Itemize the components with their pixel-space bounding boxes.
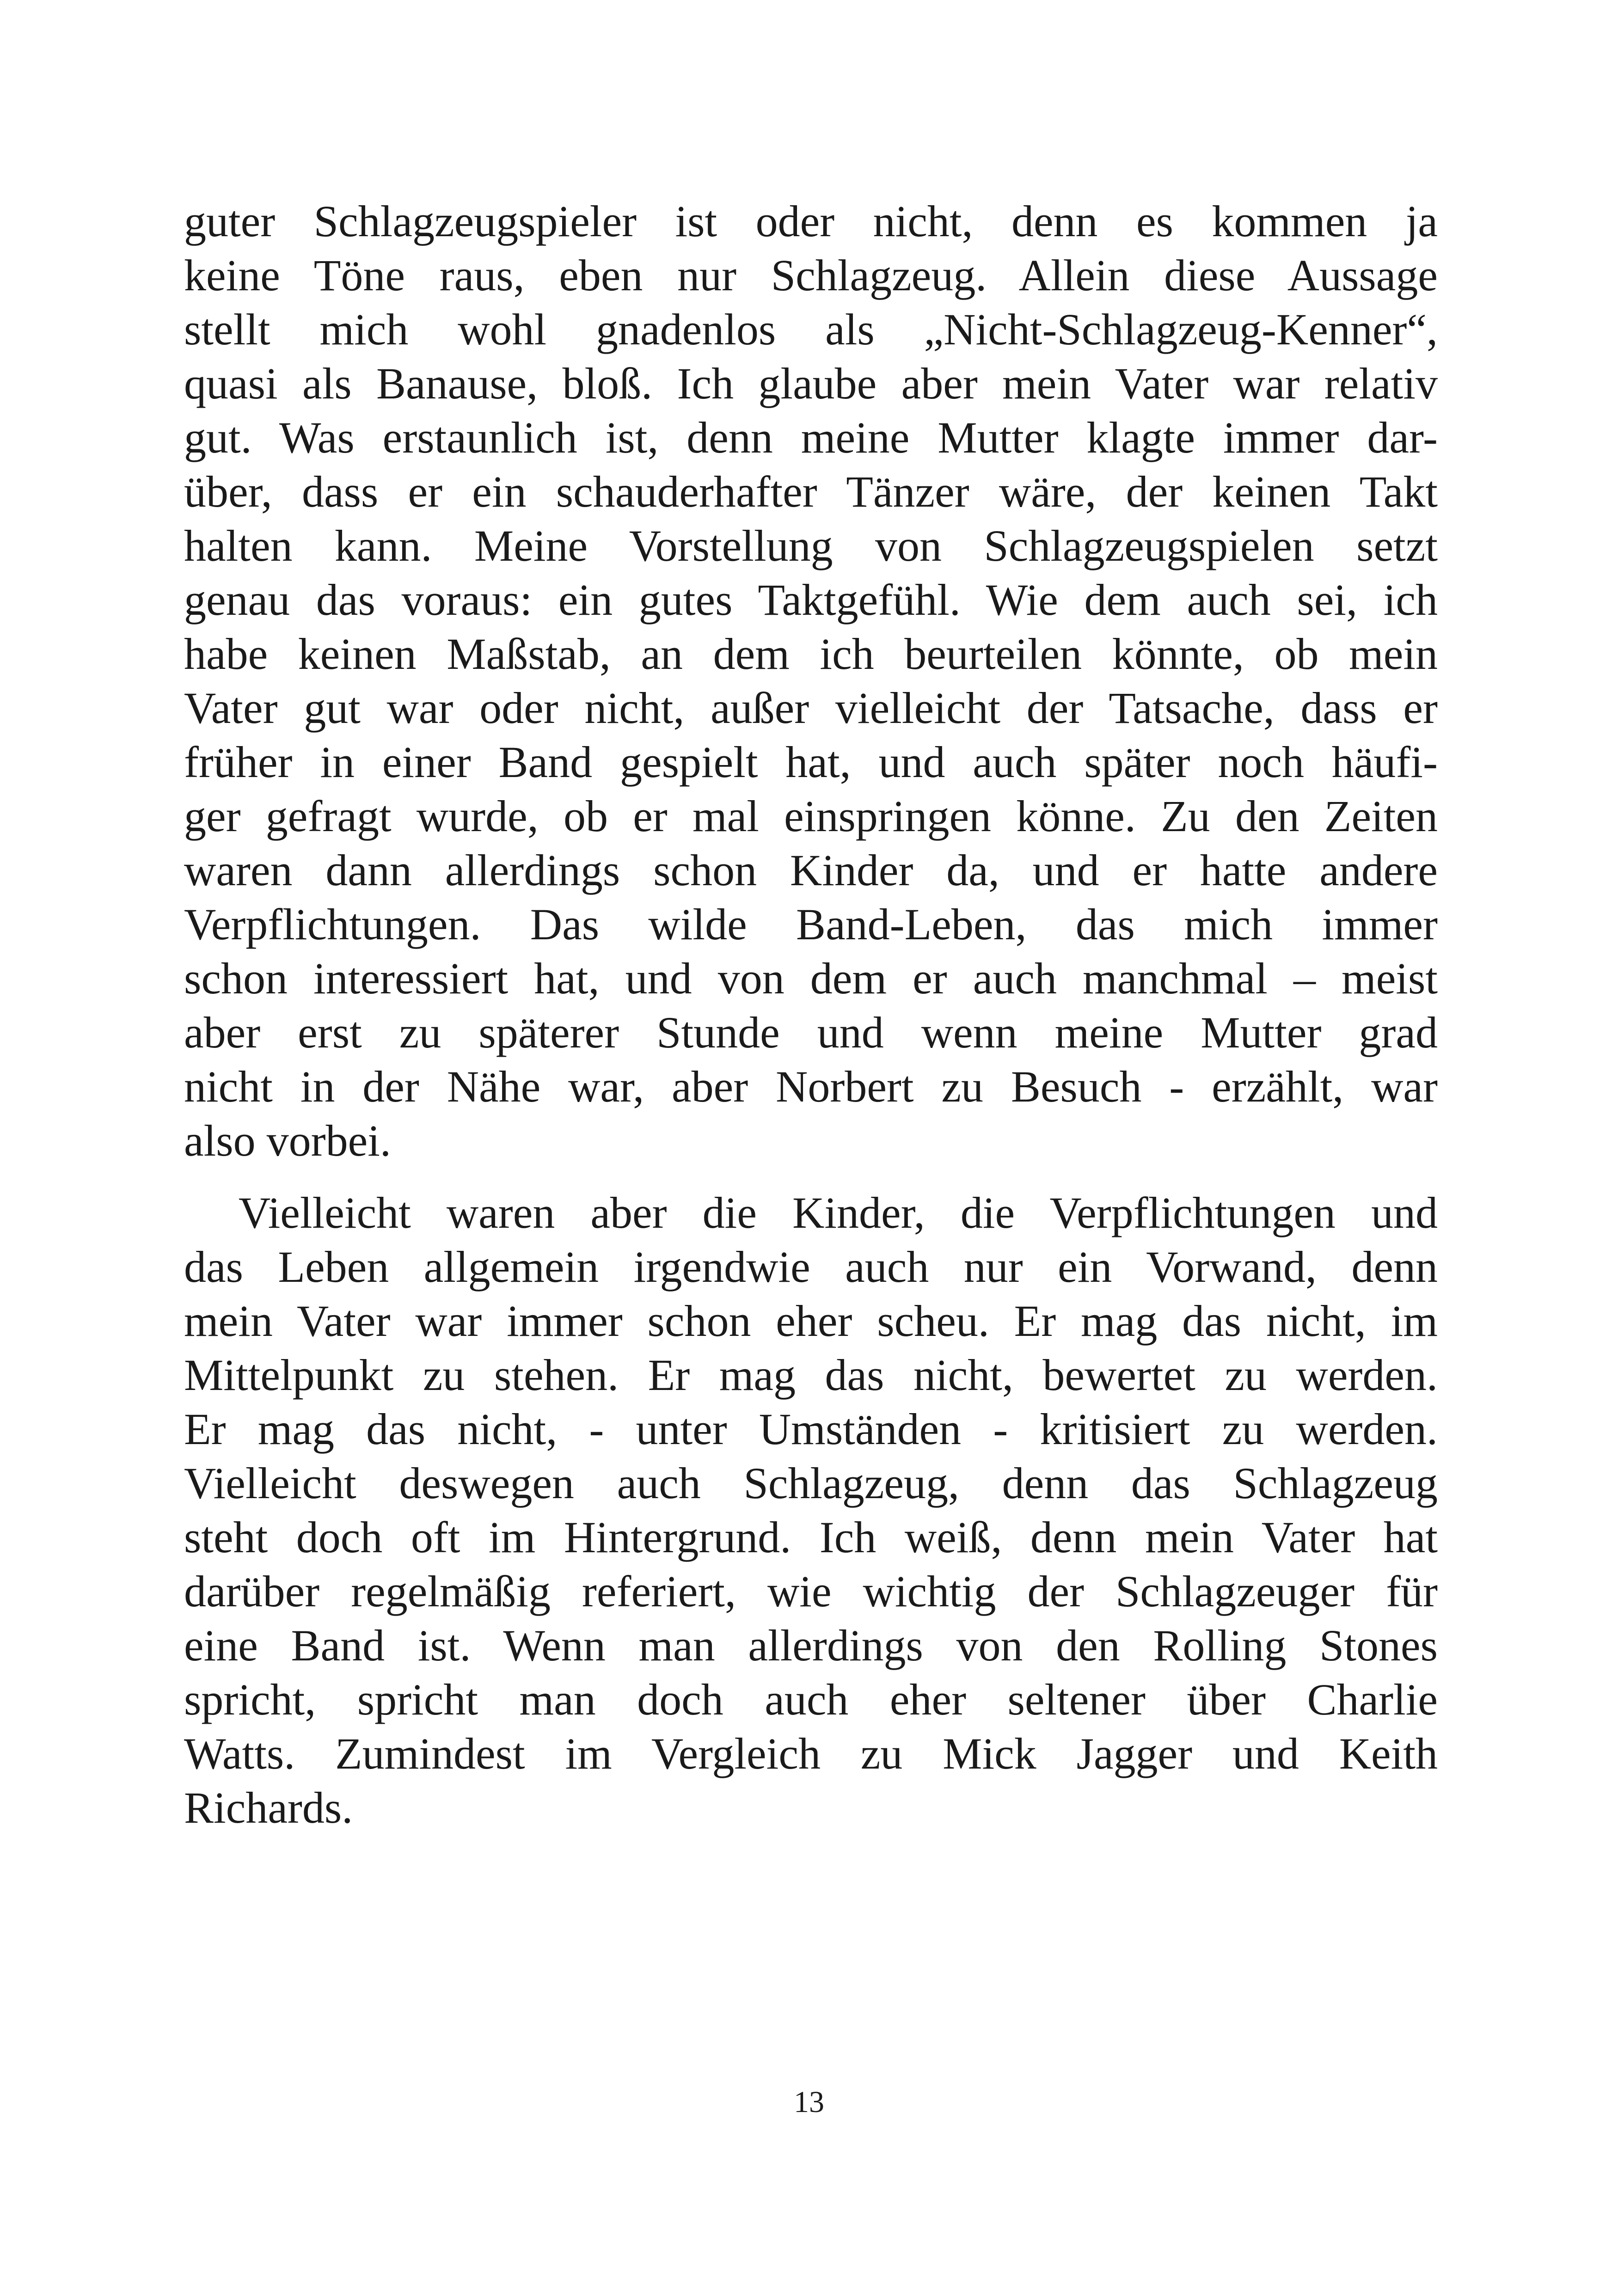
text-line: guter Schlagzeugspieler ist oder nicht, denn es kommen ja [184, 196, 1438, 246]
text-line: halten kann. Meine Vorstellung von Schlagzeugspielen setzt [184, 521, 1438, 570]
text-line: genau das voraus: ein gutes Taktgefühl. Wie dem auch sei, ich [184, 575, 1438, 625]
text-line: eine Band ist. Wenn man allerdings von den Rolling Stones [184, 1621, 1438, 1670]
body-text [184, 194, 1438, 1835]
text-line: stellt mich wohl gnadenlos als „Nicht-Schlagzeug-Kenner“, [184, 305, 1438, 354]
text-line: aber erst zu späterer Stunde und wenn meine Mutter grad [184, 1008, 1438, 1057]
text-line: Watts. Zumindest im Vergleich zu Mick Jagger und Keith [184, 1729, 1438, 1778]
text-line: über, dass er ein schauderhafter Tänzer wäre, der keinen Takt [184, 467, 1438, 516]
text-line: Mittelpunkt zu stehen. Er mag das nicht, bewertet zu werden. [184, 1350, 1438, 1400]
text-line: schon interessiert hat, und von dem er auch manchmal – meist [184, 954, 1438, 1003]
text-line: quasi als Banause, bloß. Ich glaube aber mein Vater war relativ [184, 359, 1438, 408]
page-number: 13 [794, 2085, 824, 2119]
text-line: keine Töne raus, eben nur Schlagzeug. Allein diese Aussage [184, 251, 1438, 300]
text-line: also vorbei. [184, 1116, 391, 1165]
text-line: ger gefragt wurde, ob er mal einspringen könne. Zu den Zeiten [184, 791, 1438, 841]
text-line: Er mag das nicht, - unter Umständen - kritisiert zu werden. [184, 1404, 1438, 1454]
text-line: früher in einer Band gespielt hat, und auch später noch häufi- [184, 737, 1438, 787]
text-line: steht doch oft im Hintergrund. Ich weiß, denn mein Vater hat [184, 1512, 1438, 1562]
text-line: spricht, spricht man doch auch eher seltener über Charlie [184, 1675, 1438, 1724]
paragraph-2 [184, 1186, 1438, 1835]
text-line: Vielleicht deswegen auch Schlagzeug, denn das Schlagzeug [184, 1458, 1438, 1508]
text-line: Vielleicht waren aber die Kinder, die Verpflichtungen und [239, 1188, 1438, 1237]
text-line: nicht in der Nähe war, aber Norbert zu Besuch - erzählt, war [184, 1062, 1438, 1111]
text-line: darüber regelmäßig referiert, wie wichtig der Schlagzeuger für [184, 1567, 1438, 1616]
text-line: gut. Was erstaunlich ist, denn meine Mutter klagte immer dar- [184, 413, 1438, 462]
text-line: habe keinen Maßstab, an dem ich beurteilen könnte, ob mein [184, 629, 1438, 679]
text-line: waren dann allerdings schon Kinder da, und er hatte andere [184, 845, 1438, 895]
text-line: Richards. [184, 1783, 353, 1832]
text-line: Verpflichtungen. Das wilde Band-Leben, das mich immer [184, 900, 1438, 949]
text-line: das Leben allgemein irgendwie auch nur ein Vorwand, denn [184, 1242, 1438, 1292]
text-line: mein Vater war immer schon eher scheu. Er mag das nicht, im [184, 1296, 1438, 1346]
paragraph-1 [184, 194, 1438, 1168]
text-line: Vater gut war oder nicht, außer vielleicht der Tatsache, dass er [184, 683, 1438, 733]
